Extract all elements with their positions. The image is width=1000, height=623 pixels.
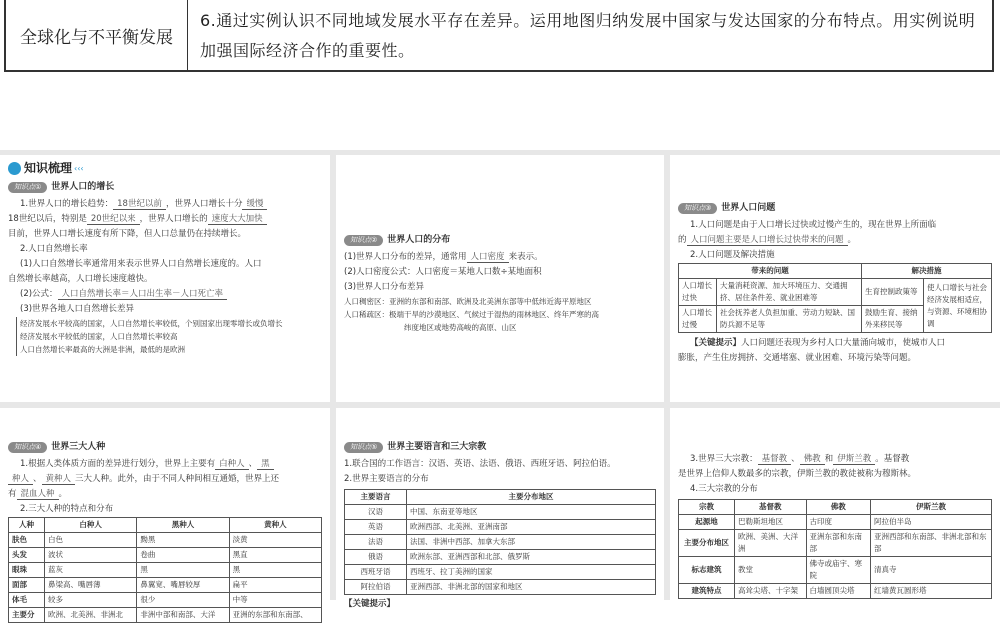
languages-table [344, 489, 656, 595]
text-line [678, 452, 992, 467]
answer-blank: 混血人种 [17, 489, 59, 500]
table-cell: 白色 [45, 533, 137, 548]
table-cell: 眼珠 [9, 563, 45, 578]
text-line [344, 250, 656, 265]
table-cell: 卷曲 [137, 548, 229, 563]
table-cell: 肤色 [9, 533, 45, 548]
table-header: 主要语言 [345, 490, 407, 505]
slide-population-distribution [336, 155, 664, 402]
kp-title: 世界人口问题 [721, 203, 776, 213]
table-cell: 鼻梁高、嘴唇薄 [45, 578, 137, 593]
kp-title: 世界人口的增长 [51, 182, 115, 192]
slide-religions [670, 408, 1000, 600]
text: 3.世界三大宗教： [690, 454, 758, 464]
slide-population-growth [0, 155, 330, 402]
table-cell: 亚洲西部和东南部、非洲北部和东部 [870, 530, 991, 557]
table-header: 基督教 [735, 500, 807, 515]
slide-human-races [0, 408, 330, 619]
bracket-group [16, 317, 322, 356]
tip-label: 【关键提示】 [344, 599, 396, 609]
text: (1)世界人口分布的差异，通常用 [344, 252, 467, 262]
table-cell: 欧洲、美洲、大洋洲 [735, 530, 807, 557]
text-line: 2.世界主要语言的分布 [344, 474, 429, 484]
text-line: 2.人口问题及解决措施 [690, 250, 775, 260]
table-cell: 鼓励生育、接纳外来移民等 [862, 306, 924, 333]
races-table [8, 517, 322, 623]
table-cell: 人口增长过快 [679, 279, 717, 306]
text-line: 4.三大宗教的分布 [690, 484, 758, 494]
kp-header [344, 440, 656, 455]
text: 18世纪以后，特别是 [8, 214, 87, 224]
table-cell: 亚洲的东部和东南部、 [229, 608, 321, 623]
kp-tag: 知识点⑤ [344, 442, 383, 453]
table-cell: 亚洲西部、非洲北部的国家和地区 [407, 580, 656, 595]
text-line: 人口自然增长率最高的大洲是非洲，最低的是欧洲 [20, 345, 185, 354]
kp-header [8, 440, 322, 455]
text-line [678, 336, 992, 351]
answer-blank: 黑 [257, 459, 274, 470]
answer-blank: 佛教 [800, 454, 825, 465]
table-cell: 黑直 [229, 548, 321, 563]
problems-table [678, 263, 992, 333]
table-cell: 人口增长过慢 [679, 306, 717, 333]
text-line [8, 287, 322, 302]
kp-tag: 知识点② [344, 235, 383, 246]
table-row [679, 557, 992, 584]
table-cell: 英语 [345, 520, 407, 535]
text-line: (3)世界各地人口自然增长差异 [20, 304, 135, 314]
kp-tag: 知识点① [8, 182, 47, 193]
text-line [8, 472, 322, 487]
table-cell: 黝黑 [137, 533, 229, 548]
text-line [8, 212, 322, 227]
answer-blank: 人口自然增长率＝人口出生率－人口死亡率 [58, 289, 228, 300]
text-line: 经济发展水平较低的国家，人口自然增长率较高 [20, 332, 178, 341]
table-cell: 佛寺或庙宇、寒院 [806, 557, 870, 584]
table-header-row [9, 518, 322, 533]
table-cell: 较多 [45, 593, 137, 608]
text: 人口问题还表现为乡村人口大量涌向城市，使城市人口 [741, 338, 946, 348]
table-row [9, 578, 322, 593]
table-cell: 头发 [9, 548, 45, 563]
top-table-requirement: 6.通过实例认识不同地域发展水平存在差异。运用地图归纳发展中国家与发达国家的分布特点。用实例说明加强国际经济合作的重要性。 [200, 11, 976, 60]
top-table-topic: 全球化与不平衡发展 [6, 0, 188, 70]
top-table [4, 0, 994, 72]
table-row [9, 563, 322, 578]
table-cell: 阿拉伯半岛 [870, 515, 991, 530]
table-cell: 面部 [9, 578, 45, 593]
text-line: (1)人口自然增长率通常用来表示世界人口自然增长速度的。人口 [20, 259, 262, 269]
kp-tag: 知识点④ [8, 442, 47, 453]
text-line [8, 197, 322, 212]
table-cell: 俄语 [345, 550, 407, 565]
text: 。 [58, 489, 68, 499]
section-heading [8, 161, 322, 176]
answer-blank: 缓慢 [242, 199, 267, 210]
table-cell: 鼻翼宽、嘴唇较厚 [137, 578, 229, 593]
kp-header [678, 201, 992, 216]
table-cell: 阿拉伯语 [345, 580, 407, 595]
table-cell: 欧洲、北美洲、非洲北 [45, 608, 137, 623]
answer-blank: 白种人 [215, 459, 249, 470]
table-row [9, 608, 322, 623]
table-header: 带来的问题 [679, 264, 862, 279]
table-cell: 中国、东南亚等地区 [407, 505, 656, 520]
slide-population-problems [670, 155, 1000, 402]
table-row [345, 565, 656, 580]
table-row [9, 533, 322, 548]
kp-header [344, 233, 656, 248]
table-cell: 古印度 [806, 515, 870, 530]
text-line [8, 457, 322, 472]
table-cell: 标志建筑 [679, 557, 735, 584]
text: 和 [824, 454, 834, 464]
text-line: 2.人口自然增长率 [20, 244, 88, 254]
table-row [9, 548, 322, 563]
answer-blank: 基督教 [758, 454, 792, 465]
wave-icon: ‹‹‹ [74, 164, 84, 173]
table-cell: 建筑特点 [679, 584, 735, 599]
table-header: 解决措施 [862, 264, 992, 279]
table-cell: 波状 [45, 548, 137, 563]
table-cell: 起源地 [679, 515, 735, 530]
kp-title: 世界人口的分布 [387, 235, 451, 245]
table-cell: 蓝灰 [45, 563, 137, 578]
table-header-row [345, 490, 656, 505]
text: 1.世界人口的增长趋势： [20, 199, 114, 209]
table-cell: 法语 [345, 535, 407, 550]
table-header: 黑种人 [137, 518, 229, 533]
table-row [679, 530, 992, 557]
text: (2)公式： [20, 289, 58, 299]
text: 有 [8, 489, 17, 499]
table-cell: 巴勒斯坦地区 [735, 515, 807, 530]
text: 、 [248, 459, 258, 469]
table-header: 黄种人 [229, 518, 321, 533]
text: 的 [678, 235, 687, 245]
tip-label: 【关键提示】 [690, 338, 742, 348]
table-header: 伊斯兰教 [870, 500, 991, 515]
table-cell: 法国、非洲中西部、加拿大东部 [407, 535, 656, 550]
slide-languages [336, 408, 664, 609]
table-cell: 主要分 [9, 608, 45, 623]
table-row [679, 584, 992, 599]
table-cell: 生育控制政策等 [862, 279, 924, 306]
religions-table [678, 499, 992, 599]
table-row [345, 520, 656, 535]
table-cell: 淡黄 [229, 533, 321, 548]
table-row [345, 505, 656, 520]
answer-blank: 伊斯兰教 [833, 454, 875, 465]
text-line: 目前，世界人口增长速度有所下降，但人口总量仍在持续增长。 [8, 229, 247, 239]
text-line: (3)世界人口分布差异 [344, 282, 425, 292]
table-row [9, 593, 322, 608]
table-header: 主要分布地区 [407, 490, 656, 505]
table-row [345, 550, 656, 565]
table-cell: 扁平 [229, 578, 321, 593]
table-header: 白种人 [45, 518, 137, 533]
table-cell: 很少 [137, 593, 229, 608]
table-cell: 红墙黄瓦圆形塔 [870, 584, 991, 599]
table-row [679, 515, 992, 530]
table-cell: 教堂 [735, 557, 807, 584]
text-line: 1.人口问题是由于人口增长过快或过慢产生的，现在世界上所面临 [690, 220, 937, 230]
text-line: 纬度地区或地势高峻的高原、山区 [404, 323, 517, 332]
table-cell: 清真寺 [870, 557, 991, 584]
text-line [678, 233, 992, 248]
table-cell: 体毛 [9, 593, 45, 608]
table-cell: 非洲中部和南部、大洋 [137, 608, 229, 623]
answer-blank: 人口问题主要是人口增长过快带来的问题 [687, 235, 848, 246]
table-cell: 黑 [137, 563, 229, 578]
text-line: 膨胀，产生住房拥挤、交通堵塞、就业困难、环境污染等问题。 [678, 353, 917, 363]
answer-blank: 20世纪以来 [87, 214, 140, 225]
table-cell: 使人口增长与社会经济发展相适应，与资源、环境相协调 [924, 279, 992, 333]
table-row [679, 279, 992, 306]
table-cell: 社会抚养老人负担加重、劳动力短缺、国防兵源不足等 [717, 306, 862, 333]
knowledge-icon [8, 162, 21, 175]
answer-blank: 18世纪以前 [113, 199, 166, 210]
kp-tag: 知识点③ [678, 203, 717, 214]
text-line: 2.三大人种的特点和分布 [20, 504, 114, 514]
table-cell: 欧洲西部、北美洲、亚洲南部 [407, 520, 656, 535]
kp-title: 世界主要语言和三大宗教 [387, 442, 487, 452]
answer-blank: 人口密度 [467, 252, 509, 263]
table-cell: 西班牙语 [345, 565, 407, 580]
text: 1.根据人类体质方面的差异进行划分，世界上主要有 [20, 459, 216, 469]
text: ，世界人口增长的 [139, 214, 208, 224]
table-header: 人种 [9, 518, 45, 533]
text-line: 经济发展水平较高的国家，人口自然增长率较低，个别国家出现零增长或负增长 [20, 319, 283, 328]
text-line: 1.联合国的工作语言：汉语、英语、法语、俄语、西班牙语、阿拉伯语。 [344, 459, 616, 469]
text: 、 [791, 454, 800, 464]
table-header: 宗教 [679, 500, 735, 515]
table-cell: 欧洲东部、亚洲西部和北部、俄罗斯 [407, 550, 656, 565]
table-cell: 高耸尖塔、十字架 [735, 584, 807, 599]
table-cell: 亚洲东部和东南部 [806, 530, 870, 557]
table-row [345, 580, 656, 595]
text-line: 人口稀疏区：极端干旱的沙漠地区、气候过于湿热的雨林地区、终年严寒的高 [344, 310, 599, 319]
table-header: 佛教 [806, 500, 870, 515]
table-cell: 汉语 [345, 505, 407, 520]
text: 。基督教 [875, 454, 910, 464]
kp-header [8, 180, 322, 195]
heading-title: 知识梳理 [24, 161, 73, 175]
table-cell: 大量消耗资源、加大环境压力、交通拥挤、居住条件差、就业困难等 [717, 279, 862, 306]
answer-blank: 黄种人 [42, 474, 76, 485]
table-cell: 黑 [229, 563, 321, 578]
text: 、 [33, 474, 42, 484]
table-header-row [679, 500, 992, 515]
kp-title: 世界三大人种 [51, 442, 106, 452]
table-cell: 中等 [229, 593, 321, 608]
text-line: 人口稠密区：亚洲的东部和南部、欧洲及北美洲东部等中低纬近海平原地区 [344, 297, 592, 306]
text-line [8, 487, 322, 502]
table-header-row [679, 264, 992, 279]
table-row [345, 535, 656, 550]
text-line: (2)人口密度公式：人口密度＝某地人口数÷某地面积 [344, 267, 542, 277]
text: ，世界人口增长十分 [165, 199, 243, 209]
text: 来表示。 [508, 252, 543, 262]
answer-blank: 速度大大加快 [208, 214, 267, 225]
text-line: 是世界上信仰人数最多的宗教，伊斯兰教的教徒被称为穆斯林。 [678, 469, 917, 479]
text: 。 [847, 235, 857, 245]
text-line: 自然增长率越高，人口增长速度越快。 [8, 274, 153, 284]
answer-blank: 种人 [8, 474, 33, 485]
text: 三大人种。此外，由于不同人种间相互通婚，世界上还 [75, 474, 280, 484]
table-cell: 西班牙、拉丁美洲的国家 [407, 565, 656, 580]
table-cell: 主要分布地区 [679, 530, 735, 557]
table-cell: 白墙圆顶尖塔 [806, 584, 870, 599]
